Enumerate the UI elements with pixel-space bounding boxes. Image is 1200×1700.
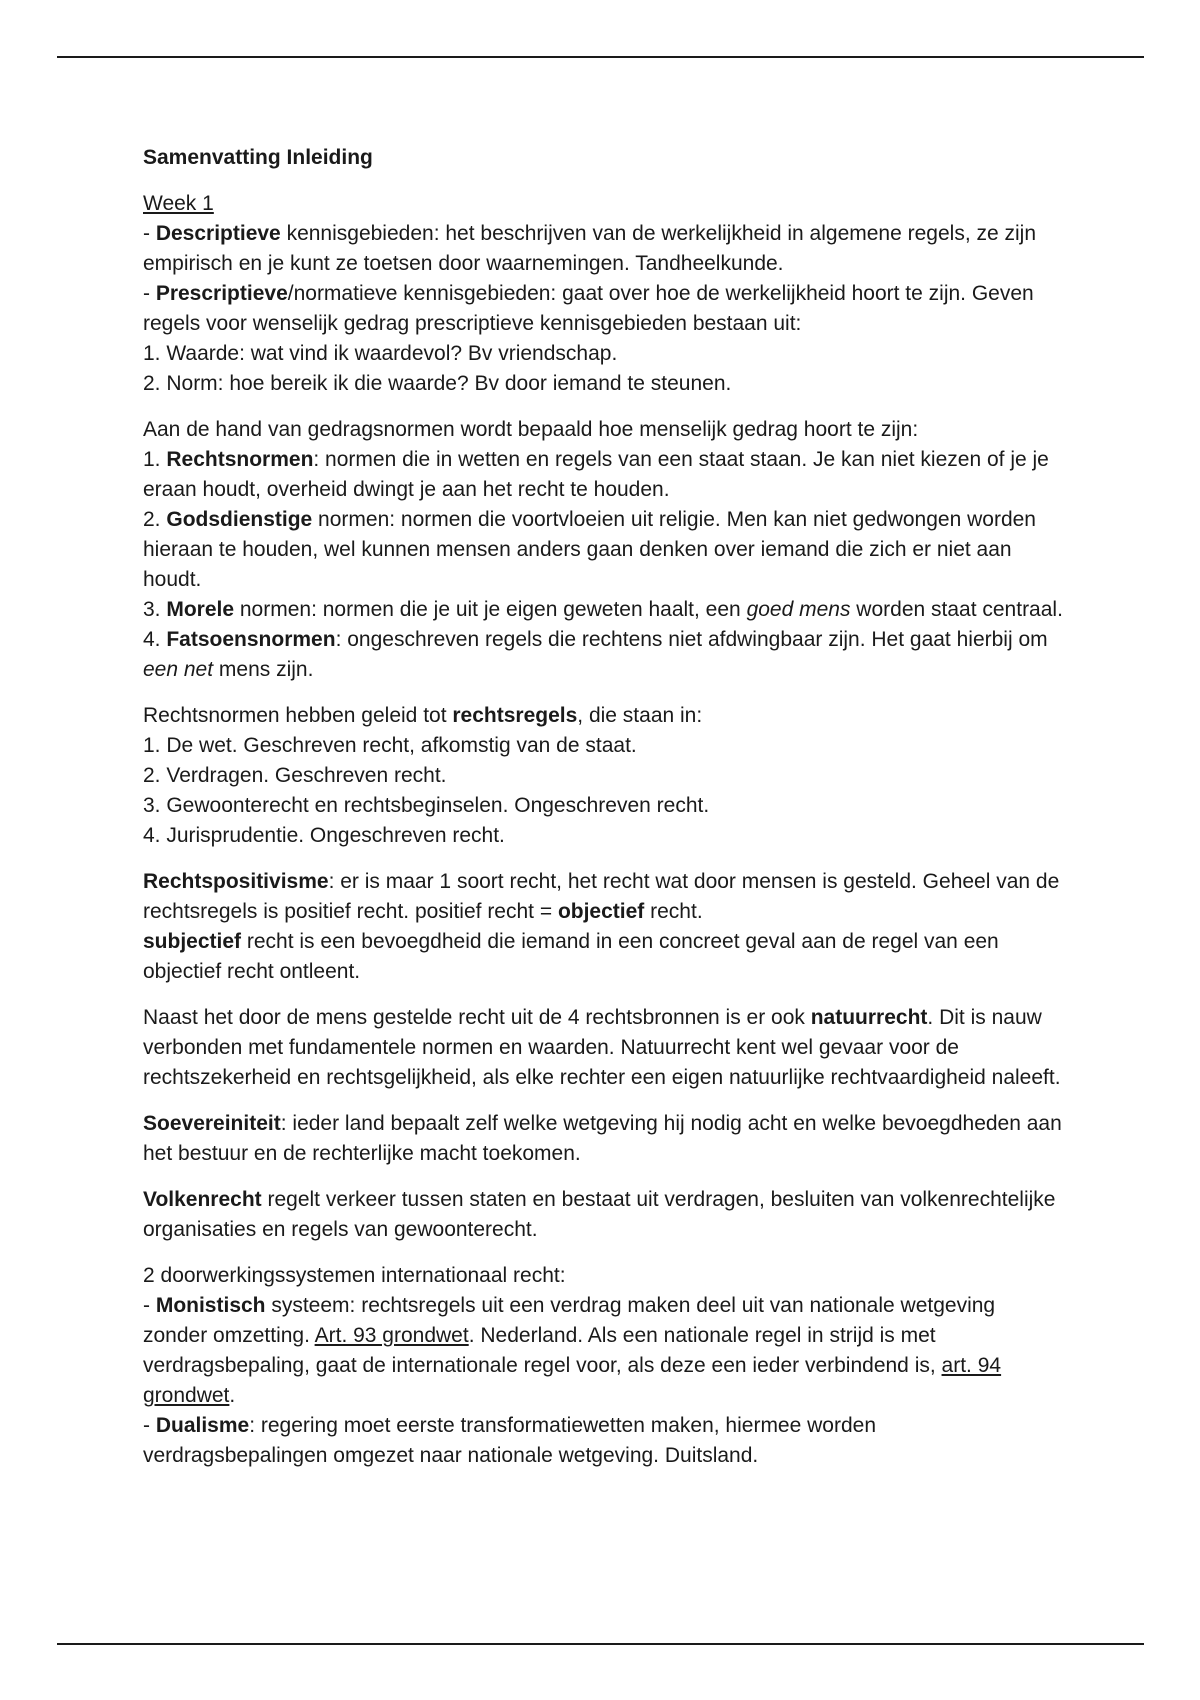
- header-rule: [57, 56, 1144, 58]
- list-item-rechtsnormen: 1. Rechtsnormen: normen die in wetten en regels van een staat staan. Je kan niet kiezen of je je eraan houdt, overheid dwingt je aan het recht te houden.: [143, 448, 1049, 501]
- week-heading: Week 1: [143, 192, 214, 215]
- section-natuurrecht: Naast het door de mens gestelde recht uit de 4 rechtsbronnen is er ook natuurrecht. Dit is nauw verbonden met fundamentele normen en waarden. Natuurrecht kent wel gevaar voor de rechtszekerheid en rechtsgelijkheid, als elke rechter een eigen natuurlijke rechtvaardigheid naleeft.: [143, 1006, 1061, 1089]
- item-prescriptieve: - Prescriptieve/normatieve kennisgebieden: gaat over hoe de werkelijkheid hoort te zijn. Geven regels voor wenselijk gedrag prescriptieve kennisgebieden bestaan uit:: [143, 282, 1034, 335]
- document-title: Samenvatting Inleiding: [143, 146, 373, 169]
- section-soevereiniteit: Soevereiniteit: ieder land bepaalt zelf welke wetgeving hij nodig acht en welke bevoegdheden aan het bestuur en de rechterlijke macht toekomen.: [143, 1112, 1062, 1165]
- rechtsregels-intro: Rechtsnormen hebben geleid tot rechtsregels, die staan in:: [143, 704, 703, 727]
- term-prescriptieve: Prescriptieve: [155, 282, 288, 305]
- section-rechtsregels: [143, 701, 1063, 851]
- term-descriptieve: Descriptieve: [155, 222, 281, 245]
- section-week-1: [143, 189, 1063, 399]
- item-monistisch: - Monistisch systeem: rechtsregels uit een verdrag maken deel uit van nationale wetgeving zonder omzetting. Art. 93 grondwet. Nederland. Als een nationale regel in strijd is met verdragsbepaling, gaat de internationale regel voor, als deze een ieder verbindend is, art. 94 grondwet.: [143, 1294, 1002, 1407]
- gedragsnormen-intro: Aan de hand van gedragsnormen wordt bepaald hoe menselijk gedrag hoort te zijn:: [143, 418, 919, 441]
- list-item-godsdienstige: 2. Godsdienstige normen: normen die voortvloeien uit religie. Men kan niet gedwongen worden hieraan te houden, wel kunnen mensen anders gaan denken over iemand die zich er niet aan houdt.: [143, 508, 1036, 591]
- section-gedragsnormen: [143, 415, 1063, 685]
- footer-rule: [57, 1643, 1144, 1645]
- doorwerking-intro: 2 doorwerkingssystemen internationaal recht:: [143, 1264, 566, 1287]
- subjectief-line: subjectief recht is een bevoegdheid die iemand in een concreet geval aan de regel van een objectief recht ontleent.: [143, 930, 999, 983]
- item-descriptieve: - Descriptieve kennisgebieden: het beschrijven van de werkelijkheid in algemene regels, ze zijn empirisch en je kunt ze toetsen door waarnemingen. Tandheelkunde.: [143, 222, 1037, 275]
- list-item-jurisprudentie: 4. Jurisprudentie. Ongeschreven recht.: [143, 824, 505, 847]
- link-art-94[interactable]: art. 94 grondwet: [143, 1354, 1002, 1407]
- list-item-verdragen: 2. Verdragen. Geschreven recht.: [143, 764, 447, 787]
- list-item-fatsoensnormen: 4. Fatsoensnormen: ongeschreven regels die rechtens niet afdwingbaar zijn. Het gaat hierbij om een net mens zijn.: [143, 628, 1048, 681]
- item-dualisme: - Dualisme: regering moet eerste transformatiewetten maken, hiermee worden verdragsbepalingen omgezet naar nationale wetgeving. Duitsland.: [143, 1414, 877, 1467]
- list-item-wet: 1. De wet. Geschreven recht, afkomstig van de staat.: [143, 734, 637, 757]
- link-art-93[interactable]: Art. 93 grondwet: [314, 1324, 469, 1347]
- section-rechtspositivisme: Rechtspositivisme: er is maar 1 soort recht, het recht wat door mensen is gesteld. Geheel van de rechtsregels is positief recht. positief recht = objectief recht. subjectief recht is een bevoegdheid die iemand in een concreet geval aan de regel van een objectief recht ontleent.: [143, 867, 1063, 987]
- list-item-gewoonterecht: 3. Gewoonterecht en rechtsbeginselen. Ongeschreven recht.: [143, 794, 710, 817]
- list-item-morele: 3. Morele normen: normen die je uit je eigen geweten haalt, een goed mens worden staat centraal.: [143, 598, 1063, 621]
- section-volkenrecht: Volkenrecht regelt verkeer tussen staten en bestaat uit verdragen, besluiten van volkenrechtelijke organisaties en regels van gewoonterecht.: [143, 1188, 1056, 1241]
- document-body: [143, 143, 1063, 1487]
- section-doorwerking: [143, 1261, 1063, 1471]
- list-item-norm: 2. Norm: hoe bereik ik die waarde? Bv door iemand te steunen.: [143, 372, 732, 395]
- list-item-waarde: 1. Waarde: wat vind ik waardevol? Bv vriendschap.: [143, 342, 618, 365]
